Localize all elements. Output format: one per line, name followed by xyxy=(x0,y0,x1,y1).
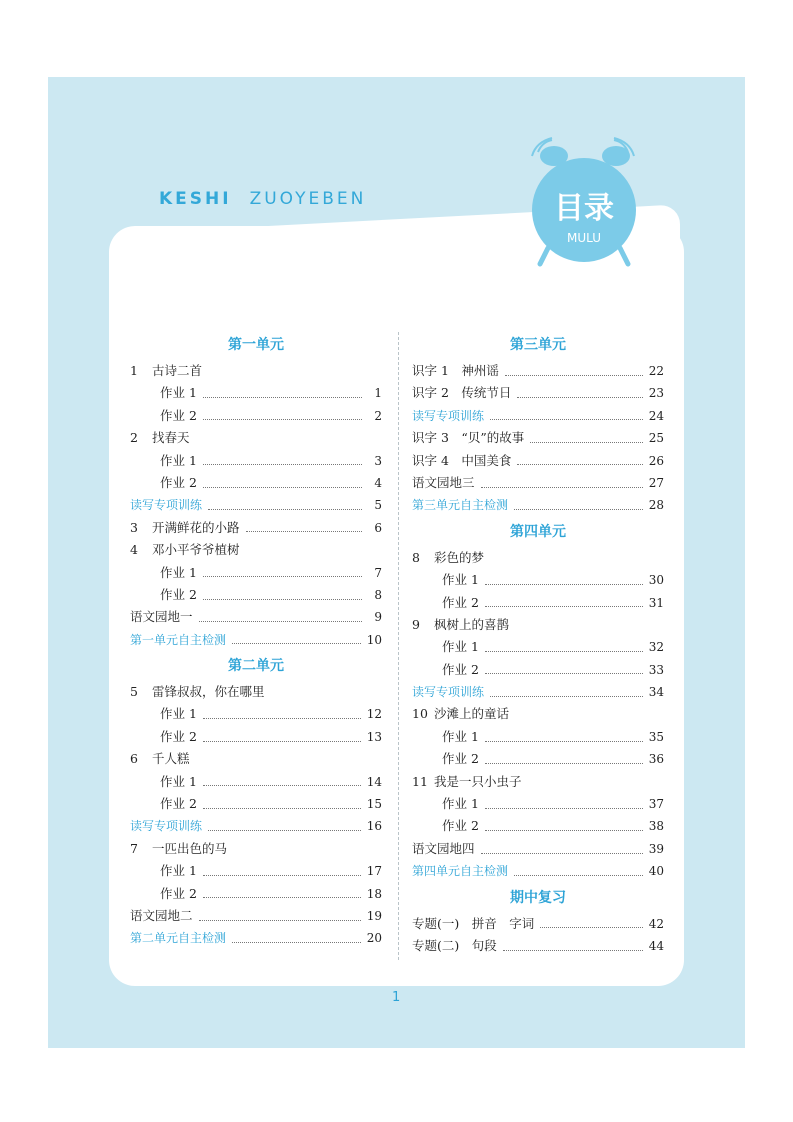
toc-entry[interactable] xyxy=(130,606,382,628)
page-ref: 12 xyxy=(366,707,382,722)
lesson-number: 5 xyxy=(130,684,138,700)
leader-dots xyxy=(481,845,643,854)
entry-title: 彩色的梦 xyxy=(434,549,485,565)
page-ref: 22 xyxy=(648,364,664,378)
entry-title: 第一单元自主检测 xyxy=(130,632,227,647)
entry-title: 作业 1 xyxy=(442,639,479,655)
toc-entry[interactable] xyxy=(130,450,382,472)
entry-title: 作业 2 xyxy=(160,474,197,490)
leader-dots xyxy=(203,889,361,898)
column-divider xyxy=(398,332,399,960)
toc-entry[interactable] xyxy=(130,860,382,882)
toc-entry[interactable] xyxy=(130,517,382,539)
page-ref: 20 xyxy=(366,931,382,946)
toc-entry[interactable] xyxy=(130,838,382,860)
toc-entry[interactable] xyxy=(412,360,664,382)
page-ref: 6 xyxy=(374,520,382,535)
toc-entry[interactable] xyxy=(412,726,664,748)
toc-entry[interactable] xyxy=(412,838,664,860)
leader-dots xyxy=(517,456,642,465)
page-ref: 19 xyxy=(366,908,382,923)
entry-title: 千人糕 xyxy=(152,751,190,767)
lesson-number: 11 xyxy=(412,773,428,789)
toc-entry[interactable] xyxy=(130,360,382,382)
entry-title: 作业 2 xyxy=(442,661,479,677)
toc-entry[interactable] xyxy=(412,771,664,793)
page-ref: 32 xyxy=(648,640,664,655)
entry-title: 作业 1 xyxy=(160,564,197,580)
page-number: 1 xyxy=(392,990,401,1005)
page-ref: 17 xyxy=(366,864,382,879)
entry-title: 第二单元 xyxy=(228,658,284,675)
page-ref: 15 xyxy=(366,797,382,812)
entry-title: 作业 2 xyxy=(160,885,197,901)
leader-dots xyxy=(485,643,643,652)
leader-dots xyxy=(485,598,643,607)
toc-entry[interactable] xyxy=(130,748,382,770)
page-ref: 34 xyxy=(648,685,664,700)
toc-left-column xyxy=(130,330,382,950)
header-brand xyxy=(159,189,366,209)
leader-dots xyxy=(514,867,643,876)
toc-entry[interactable] xyxy=(412,913,664,935)
leader-dots xyxy=(505,367,643,376)
page-ref: 26 xyxy=(648,453,664,468)
toc-entry[interactable] xyxy=(130,539,382,561)
lesson-number: 9 xyxy=(412,616,420,632)
toc-entry[interactable] xyxy=(412,636,664,658)
lesson-number: 1 xyxy=(130,363,138,378)
toc-entry[interactable] xyxy=(130,472,382,494)
toc-entry[interactable] xyxy=(412,681,664,703)
page-ref: 33 xyxy=(648,662,664,677)
toc-entry[interactable] xyxy=(130,681,382,703)
lesson-number: 2 xyxy=(130,430,138,446)
page-ref: 2 xyxy=(374,408,382,423)
entry-title: 作业 2 xyxy=(442,594,479,610)
entry-title: 语文园地三 xyxy=(412,474,475,490)
unit-heading xyxy=(412,883,664,913)
leader-dots xyxy=(485,576,643,585)
toc-entry[interactable] xyxy=(412,592,664,614)
page-ref: 38 xyxy=(648,819,664,834)
leader-dots xyxy=(246,523,362,532)
entry-title: 作业 1 xyxy=(160,385,197,401)
toc-entry[interactable] xyxy=(412,494,664,516)
entry-title: 识字 3 “贝”的故事 xyxy=(412,430,525,446)
entry-title: 读写专项训练 xyxy=(412,685,485,700)
leader-dots xyxy=(208,501,362,510)
leader-dots xyxy=(203,568,362,577)
entry-title: 专题(二) 句段 xyxy=(412,937,497,953)
toc-entry[interactable] xyxy=(412,748,664,770)
page-ref: 27 xyxy=(648,475,664,490)
entry-title: 作业 2 xyxy=(442,818,479,834)
unit-heading xyxy=(412,517,664,547)
leader-dots xyxy=(203,777,361,786)
entry-title: 沙滩上的童话 xyxy=(434,706,510,722)
entry-title: 作业 1 xyxy=(442,572,479,588)
entry-title: 第三单元 xyxy=(510,337,566,353)
entry-title: 第四单元自主检测 xyxy=(412,864,509,879)
entry-title: 读写专项训练 xyxy=(130,819,203,834)
alarm-clock-icon xyxy=(524,130,644,270)
entry-title: 第一单元 xyxy=(228,337,284,353)
toc-entry[interactable] xyxy=(412,793,664,815)
entry-title: 邓小平爷爷植树 xyxy=(152,542,240,558)
leader-dots xyxy=(203,389,362,398)
brand-keshi: KESHI xyxy=(159,189,232,209)
leader-dots xyxy=(490,688,643,697)
leader-dots xyxy=(517,389,642,398)
toc-entry[interactable] xyxy=(130,905,382,927)
entry-title: 作业 1 xyxy=(442,728,479,744)
page-ref: 10 xyxy=(366,632,382,647)
lesson-number: 10 xyxy=(412,706,428,722)
unit-heading xyxy=(412,330,664,360)
page-ref: 8 xyxy=(374,587,382,602)
page-ref: 40 xyxy=(648,864,664,879)
badge-subtitle: MULU xyxy=(566,231,602,245)
toc-entry[interactable] xyxy=(412,935,664,957)
page-ref: 7 xyxy=(374,565,382,580)
entry-title: 第二单元自主检测 xyxy=(130,931,227,946)
leader-dots xyxy=(485,755,643,764)
page-ref: 35 xyxy=(648,729,664,744)
entry-title: 作业 1 xyxy=(160,706,197,722)
leader-dots xyxy=(514,501,643,510)
leader-dots xyxy=(203,800,361,809)
toc-entry[interactable] xyxy=(130,771,382,793)
entry-title: 识字 4 中国美食 xyxy=(412,452,512,468)
entry-title: 作业 2 xyxy=(442,751,479,767)
leader-dots xyxy=(203,591,362,600)
entry-title: 我是一只小虫子 xyxy=(434,773,522,789)
toc-entry[interactable] xyxy=(130,927,382,949)
toc-entry[interactable] xyxy=(130,629,382,651)
page-ref: 9 xyxy=(374,610,382,625)
entry-title: 找春天 xyxy=(152,430,190,446)
lesson-number: 3 xyxy=(130,519,138,535)
page-ref: 1 xyxy=(374,386,382,401)
page-ref: 36 xyxy=(648,752,664,767)
unit-heading xyxy=(130,651,382,681)
entry-title: 作业 2 xyxy=(160,796,197,812)
entry-title: 识字 1 神州谣 xyxy=(412,363,499,378)
leader-dots xyxy=(540,919,642,928)
leader-dots xyxy=(203,456,362,465)
toc-entry[interactable] xyxy=(130,494,382,516)
toc-entry[interactable] xyxy=(412,547,664,569)
toc-entry[interactable] xyxy=(130,405,382,427)
toc-entry[interactable] xyxy=(130,883,382,905)
leader-dots xyxy=(490,411,643,420)
page-ref: 42 xyxy=(648,916,664,931)
entry-title: 识字 2 传统节日 xyxy=(412,385,512,401)
lesson-number: 6 xyxy=(130,751,138,767)
entry-title: 作业 2 xyxy=(160,407,197,423)
leader-dots xyxy=(199,613,362,622)
page-ref: 3 xyxy=(374,453,382,468)
unit-heading xyxy=(130,330,382,360)
entry-title: 第三单元自主检测 xyxy=(412,498,509,513)
leader-dots xyxy=(203,867,361,876)
toc-entry[interactable] xyxy=(412,614,664,636)
toc-entry[interactable] xyxy=(130,382,382,404)
entry-title: 第四单元 xyxy=(510,523,566,540)
leader-dots xyxy=(530,434,643,443)
entry-title: 作业 1 xyxy=(442,796,479,812)
toc-entry[interactable] xyxy=(412,815,664,837)
entry-title: 枫树上的喜鹊 xyxy=(434,616,510,632)
lesson-number: 7 xyxy=(130,840,138,856)
toc-entry[interactable] xyxy=(130,427,382,449)
entry-title: 语文园地四 xyxy=(412,840,475,856)
page-ref: 39 xyxy=(648,841,664,856)
toc-entry[interactable] xyxy=(412,569,664,591)
page-ref: 14 xyxy=(366,774,382,789)
page-ref: 5 xyxy=(374,498,382,513)
entry-title: 语文园地一 xyxy=(130,609,193,625)
page-ref: 44 xyxy=(648,938,664,953)
entry-title: 一匹出色的马 xyxy=(152,840,228,856)
leader-dots xyxy=(485,733,643,742)
entry-title: 语文园地二 xyxy=(130,907,193,923)
page-ref: 28 xyxy=(648,498,664,513)
leader-dots xyxy=(503,942,643,951)
toc-entry[interactable] xyxy=(412,405,664,427)
leader-dots xyxy=(203,479,362,488)
toc-entry[interactable] xyxy=(412,450,664,472)
entry-title: 读写专项训练 xyxy=(412,408,485,423)
entry-title: 作业 1 xyxy=(160,863,197,879)
page-ref: 31 xyxy=(648,595,664,610)
leader-dots xyxy=(203,411,362,420)
leader-dots xyxy=(232,934,361,943)
page-ref: 18 xyxy=(366,886,382,901)
entry-title: 作业 2 xyxy=(160,586,197,602)
leader-dots xyxy=(481,479,643,488)
lesson-number: 4 xyxy=(130,542,138,558)
toc-entry[interactable] xyxy=(130,793,382,815)
lesson-number: 8 xyxy=(412,549,420,565)
leader-dots xyxy=(203,710,361,719)
toc-entry[interactable] xyxy=(412,860,664,882)
page-ref: 37 xyxy=(648,797,664,812)
page-ref: 25 xyxy=(648,431,664,446)
page-ref: 24 xyxy=(648,408,664,423)
badge-title: 目录 xyxy=(554,191,614,226)
entry-title: 开满鲜花的小路 xyxy=(152,519,240,535)
entry-title: 读写专项训练 xyxy=(130,498,203,513)
brand-zuoyeben: ZUOYEBEN xyxy=(249,189,367,209)
page-ref: 23 xyxy=(648,386,664,401)
entry-title: 作业 1 xyxy=(160,452,197,468)
entry-title: 作业 1 xyxy=(160,773,197,789)
toc-entry[interactable] xyxy=(412,703,664,725)
entry-title: 专题(一) 拼音 字词 xyxy=(412,915,535,931)
leader-dots xyxy=(232,635,361,644)
leader-dots xyxy=(208,822,361,831)
entry-title: 古诗二首 xyxy=(152,363,203,378)
toc-entry[interactable] xyxy=(130,815,382,837)
leader-dots xyxy=(199,912,361,921)
toc-right-column xyxy=(412,330,664,957)
page-ref: 13 xyxy=(366,729,382,744)
leader-dots xyxy=(485,800,643,809)
leader-dots xyxy=(203,733,361,742)
toc-entry[interactable] xyxy=(130,562,382,584)
page-ref: 4 xyxy=(374,475,382,490)
toc-entry[interactable] xyxy=(412,382,664,404)
entry-title: 雷锋叔叔，你在哪里 xyxy=(152,684,265,700)
leader-dots xyxy=(485,822,643,831)
toc-entry[interactable] xyxy=(130,703,382,725)
toc-entry[interactable] xyxy=(412,472,664,494)
toc-entry[interactable] xyxy=(412,659,664,681)
toc-entry[interactable] xyxy=(130,726,382,748)
entry-title: 期中复习 xyxy=(510,889,566,906)
page-ref: 30 xyxy=(648,573,664,588)
toc-entry[interactable] xyxy=(412,427,664,449)
entry-title: 作业 2 xyxy=(160,728,197,744)
page-ref: 16 xyxy=(366,819,382,834)
leader-dots xyxy=(485,665,643,674)
toc-entry[interactable] xyxy=(130,584,382,606)
